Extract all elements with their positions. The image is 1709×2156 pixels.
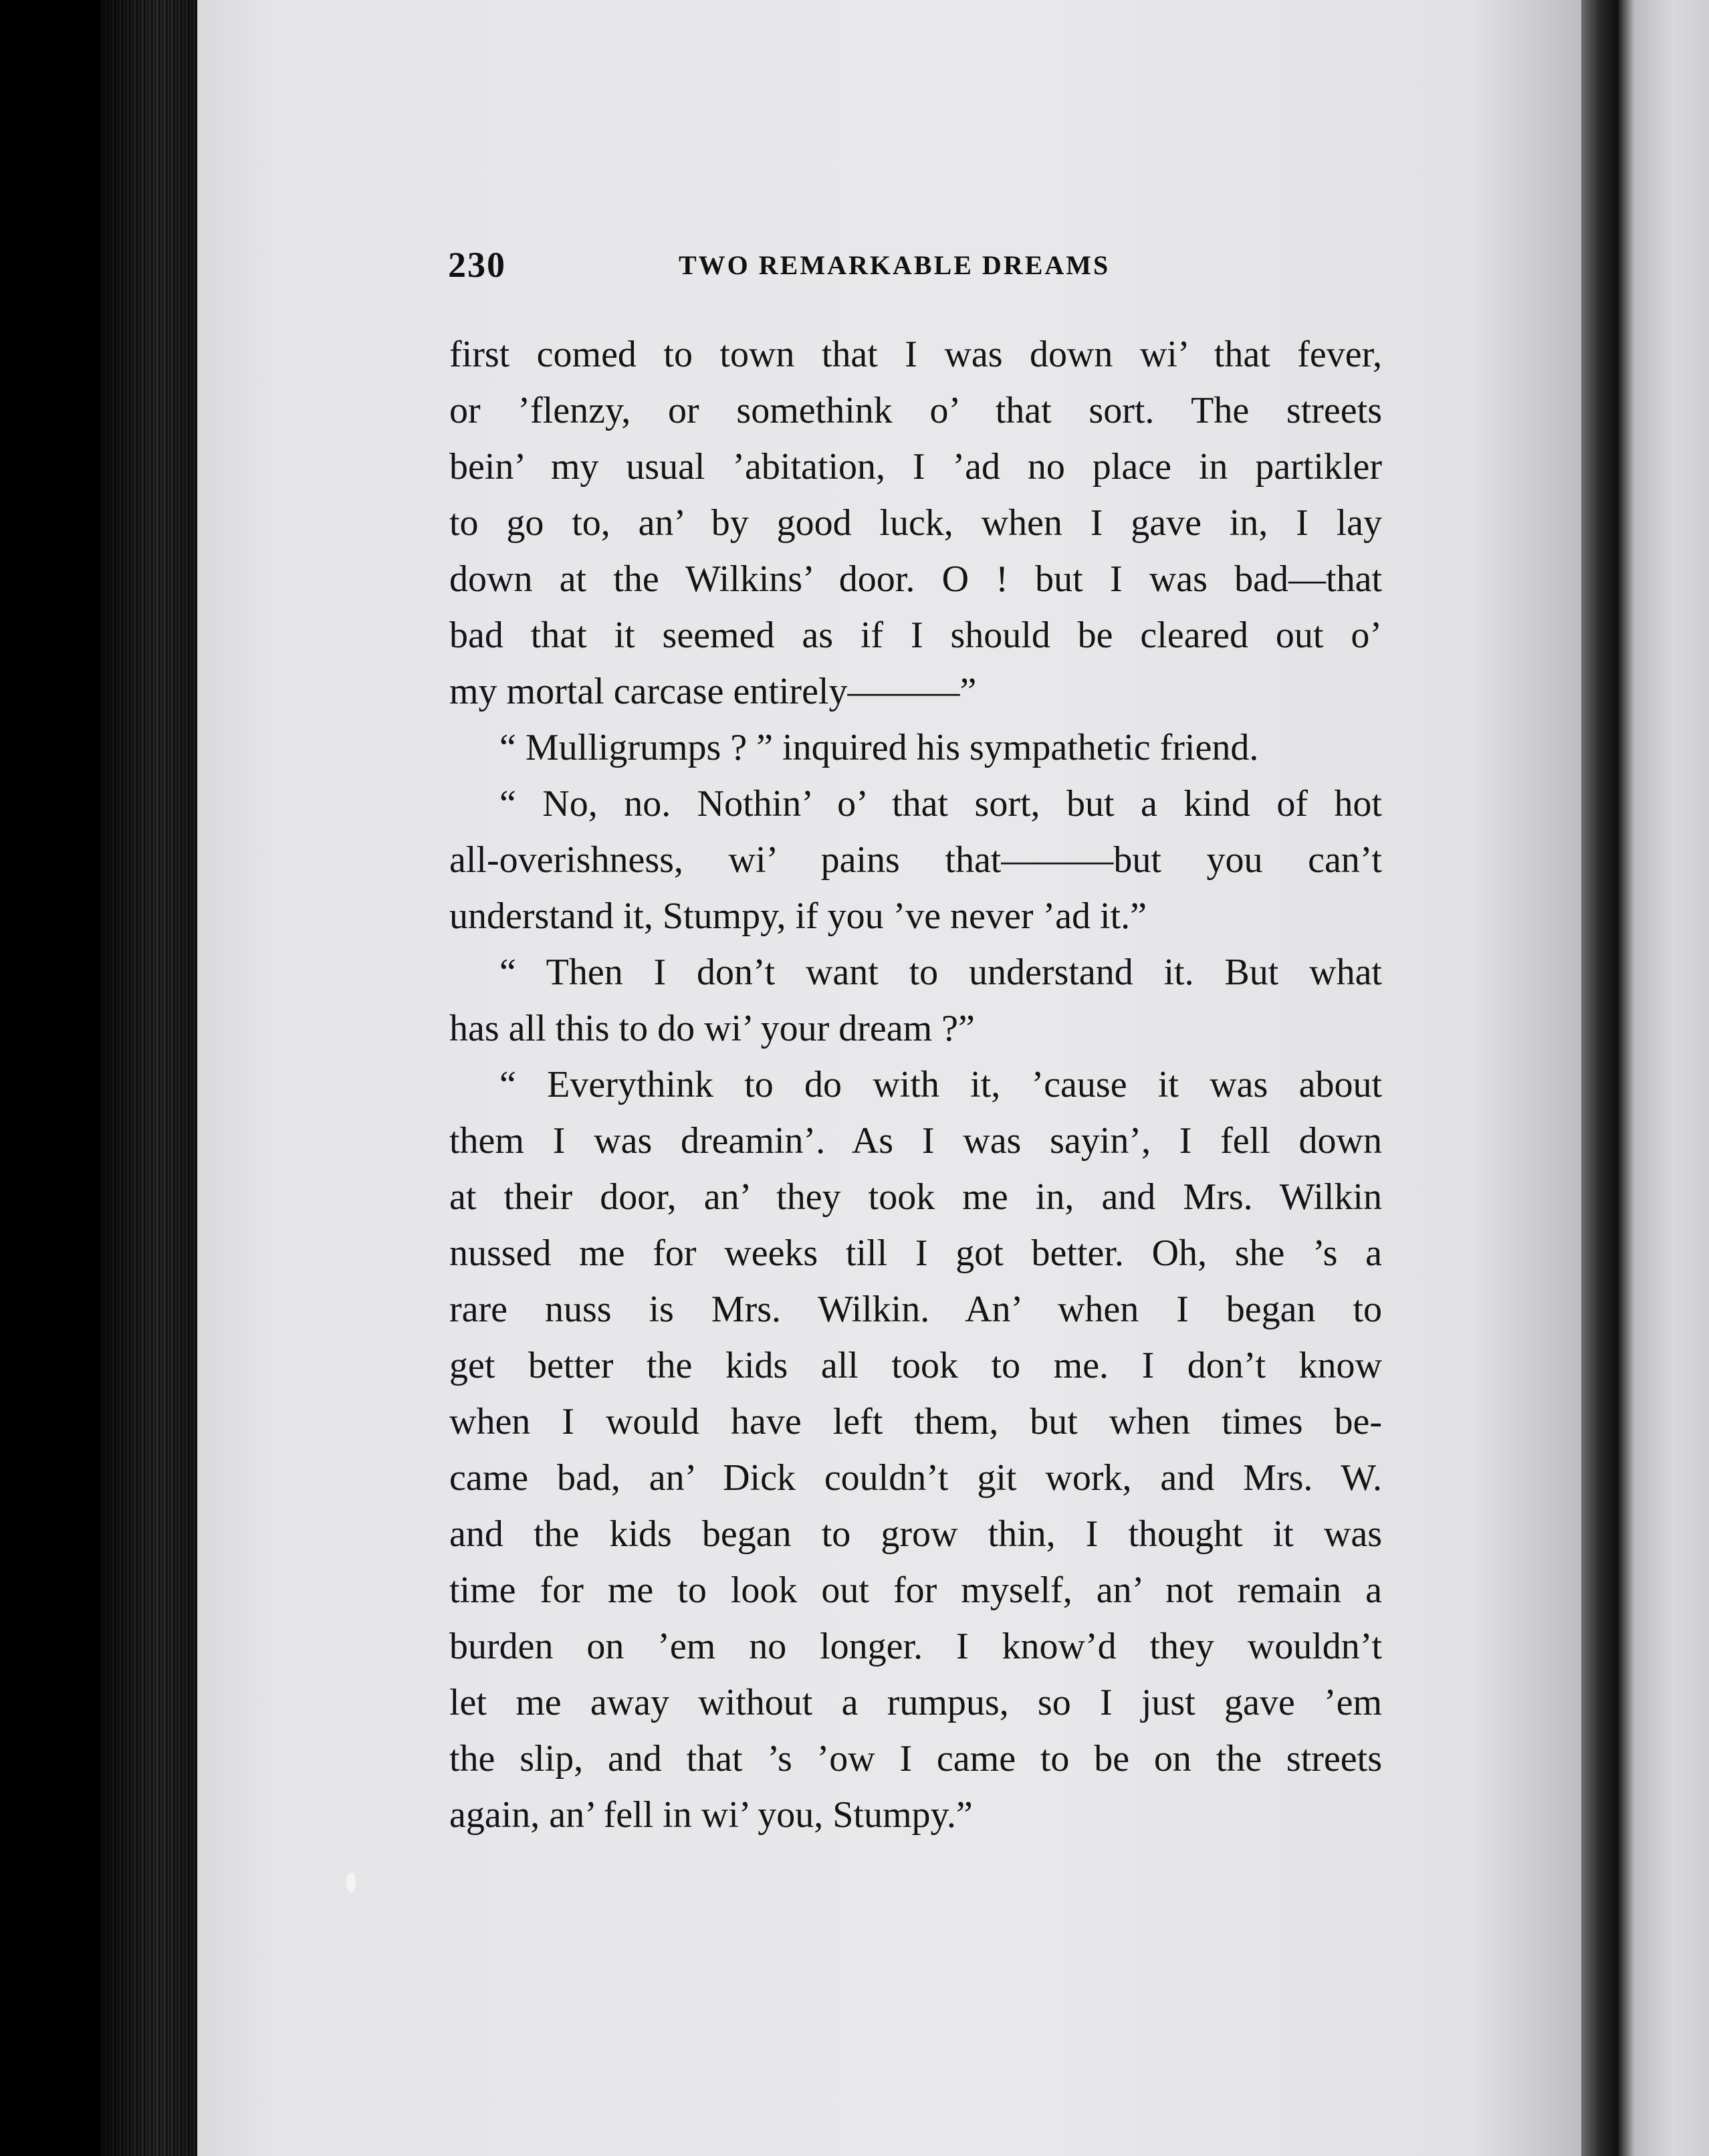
text-line: came bad, an’ Dick couldn’t git work, and Mrs. W. [449, 1457, 1382, 1499]
text-line: time for me to look out for myself, an’ not remain a [449, 1570, 1382, 1611]
text-line: again, an’ fell in wi’ you, Stumpy.” [449, 1794, 973, 1836]
text-line: first comed to town that I was down wi’ that fever, [449, 334, 1382, 375]
text-line: and the kids began to grow thin, I thought it was [449, 1513, 1382, 1555]
page-header [448, 244, 1143, 304]
body-text [449, 326, 1382, 1843]
running-head: TWO REMARKABLE DREAMS [679, 250, 1111, 280]
text-line: the slip, and that ’s ’ow I came to be on the streets [449, 1738, 1382, 1780]
text-line: “ Mulligrumps ? ” inquired his sympathetic friend. [499, 727, 1259, 768]
text-line: down at the Wilkins’ door. O ! but I was bad—that [449, 558, 1382, 600]
text-line: my mortal carcase entirely———” [449, 671, 977, 712]
text-line: understand it, Stumpy, if you ’ve never ’ad it.” [449, 895, 1147, 937]
text-line: all-overishness, wi’ pains that———but you can’t [449, 839, 1382, 881]
text-line: to go to, an’ by good luck, when I gave in, I lay [449, 502, 1382, 544]
text-line: “ No, no. Nothin’ o’ that sort, but a kind of hot [499, 783, 1382, 825]
text-line: has all this to do wi’ your dream ?” [449, 1008, 975, 1049]
text-line: or ’flenzy, or somethink o’ that sort. The streets [449, 390, 1382, 431]
text-line: rare nuss is Mrs. Wilkin. An’ when I began to [449, 1289, 1382, 1330]
text-line: nussed me for weeks till I got better. Oh, she ’s a [449, 1232, 1382, 1274]
text-line: at their door, an’ they took me in, and Mrs. Wilkin [449, 1176, 1382, 1218]
book-gutter [1581, 0, 1618, 2156]
paper-speck [346, 1872, 356, 1893]
text-line: burden on ’em no longer. I know’d they wouldn’t [449, 1626, 1382, 1667]
text-line: bad that it seemed as if I should be cleared out o’ [449, 615, 1382, 656]
book-page-edges [100, 0, 197, 2156]
text-line: bein’ my usual ’abitation, I ’ad no place in partikler [449, 446, 1382, 488]
text-line: them I was dreamin’. As I was sayin’, I fell down [449, 1120, 1382, 1162]
facing-page-edge [1618, 0, 1709, 2156]
text-line: let me away without a rumpus, so I just gave ’em [449, 1682, 1382, 1723]
text-line: “ Everythink to do with it, ’cause it was about [499, 1064, 1382, 1105]
text-line: when I would have left them, but when times be- [449, 1401, 1382, 1442]
page-number: 230 [448, 245, 506, 285]
text-line: “ Then I don’t want to understand it. But what [499, 952, 1382, 993]
text-line: get better the kids all took to me. I don’t know [449, 1345, 1382, 1386]
